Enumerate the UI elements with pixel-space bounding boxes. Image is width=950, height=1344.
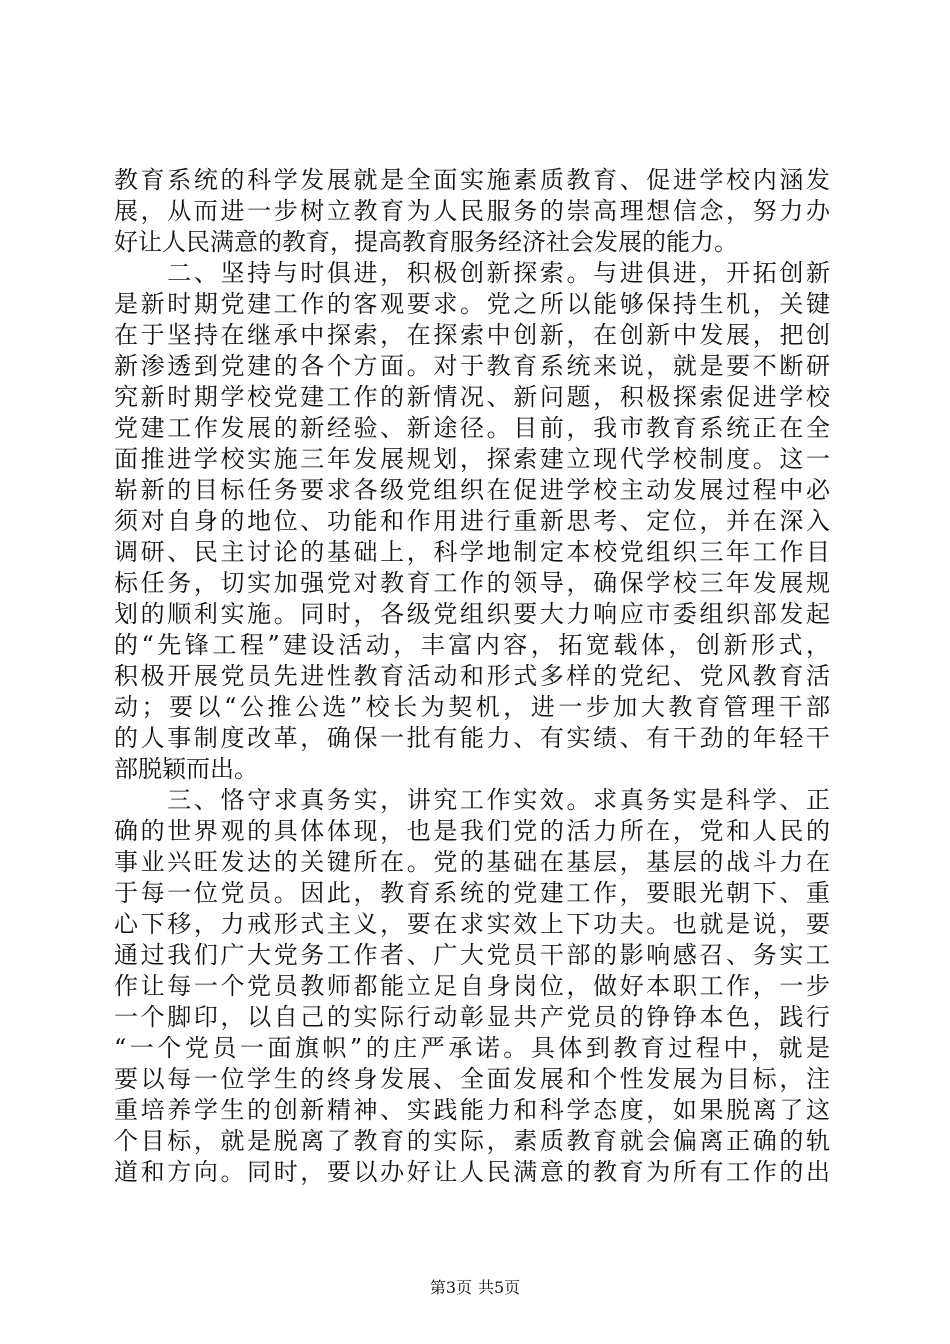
text-line: 道和方向。同时，要以办好让人民满意的教育为所有工作的出 bbox=[114, 1158, 830, 1186]
text-line: 须对自身的地位、功能和作用进行重新思考、定位，并在深入 bbox=[114, 507, 830, 535]
text-line: 教育系统的科学发展就是全面实施素质教育、促进学校内涵发 bbox=[114, 166, 830, 194]
text-line: 划的顺利实施。同时，各级党组织要大力响应市委组织部发起 bbox=[114, 600, 830, 628]
text-line: 调研、民主讨论的基础上，科学地制定本校党组织三年工作目 bbox=[114, 538, 830, 566]
text-line: 重培养学生的创新精神、实践能力和科学态度，如果脱离了这 bbox=[114, 1096, 830, 1124]
text-line: 二、坚持与时俱进，积极创新探索。与进俱进，开拓创新 bbox=[114, 259, 830, 287]
text-line: 好让人民满意的教育，提高教育服务经济社会发展的能力。 bbox=[114, 228, 738, 256]
body-text bbox=[114, 165, 830, 1188]
text-line: 究新时期学校党建工作的新情况、新问题，积极探索促进学校 bbox=[114, 383, 830, 411]
text-line: 事业兴旺发达的关键所在。党的基础在基层，基层的战斗力在 bbox=[114, 848, 830, 876]
text-line: 新渗透到党建的各个方面。对于教育系统来说，就是要不断研 bbox=[114, 352, 830, 380]
text-line: 要以每一位学生的终身发展、全面发展和个性发展为目标，注 bbox=[114, 1065, 830, 1093]
text-line: 于每一位党员。因此，教育系统的党建工作，要眼光朝下、重 bbox=[114, 879, 830, 907]
text-line: 部脱颖而出。 bbox=[114, 755, 258, 783]
text-line: 在于坚持在继承中探索，在探索中创新，在创新中发展，把创 bbox=[114, 321, 830, 349]
page-total: 共5页 bbox=[478, 1278, 521, 1297]
page-number: 第3页 bbox=[429, 1278, 472, 1297]
text-line: 是新时期党建工作的客观要求。党之所以能够保持生机，关键 bbox=[114, 290, 830, 318]
text-line: 动；要以“公推公选”校长为契机，进一步加大教育管理干部 bbox=[114, 693, 830, 721]
text-line: 的人事制度改革，确保一批有能力、有实绩、有干劲的年轻干 bbox=[114, 724, 830, 752]
text-line: 确的世界观的具体体现，也是我们党的活力所在，党和人民的 bbox=[114, 817, 830, 845]
text-line: 崭新的目标任务要求各级党组织在促进学校主动发展过程中必 bbox=[114, 476, 830, 504]
text-line: 展，从而进一步树立教育为人民服务的崇高理想信念，努力办 bbox=[114, 197, 830, 225]
text-line: 标任务，切实加强党对教育工作的领导，确保学校三年发展规 bbox=[114, 569, 830, 597]
text-line: 面推进学校实施三年发展规划，探索建立现代学校制度。这一 bbox=[114, 445, 830, 473]
text-line: 心下移，力戒形式主义，要在求实效上下功夫。也就是说，要 bbox=[114, 910, 830, 938]
text-line: 的“先锋工程”建设活动，丰富内容，拓宽载体，创新形式， bbox=[114, 631, 830, 659]
text-line: 党建工作发展的新经验、新途径。目前，我市教育系统正在全 bbox=[114, 414, 830, 442]
text-line: 通过我们广大党务工作者、广大党员干部的影响感召、务实工 bbox=[114, 941, 830, 969]
text-line: “一个党员一面旗帜”的庄严承诺。具体到教育过程中，就是 bbox=[114, 1034, 830, 1062]
text-line: 个目标，就是脱离了教育的实际，素质教育就会偏离正确的轨 bbox=[114, 1127, 830, 1155]
text-line: 三、恪守求真务实，讲究工作实效。求真务实是科学、正 bbox=[114, 786, 830, 814]
text-line: 一个脚印，以自己的实际行动彰显共产党员的铮铮本色，践行 bbox=[114, 1003, 830, 1031]
text-line: 作让每一个党员教师都能立足自身岗位，做好本职工作，一步 bbox=[114, 972, 830, 1000]
text-line: 积极开展党员先进性教育活动和形式多样的党纪、党风教育活 bbox=[114, 662, 830, 690]
page-footer bbox=[0, 1278, 950, 1298]
